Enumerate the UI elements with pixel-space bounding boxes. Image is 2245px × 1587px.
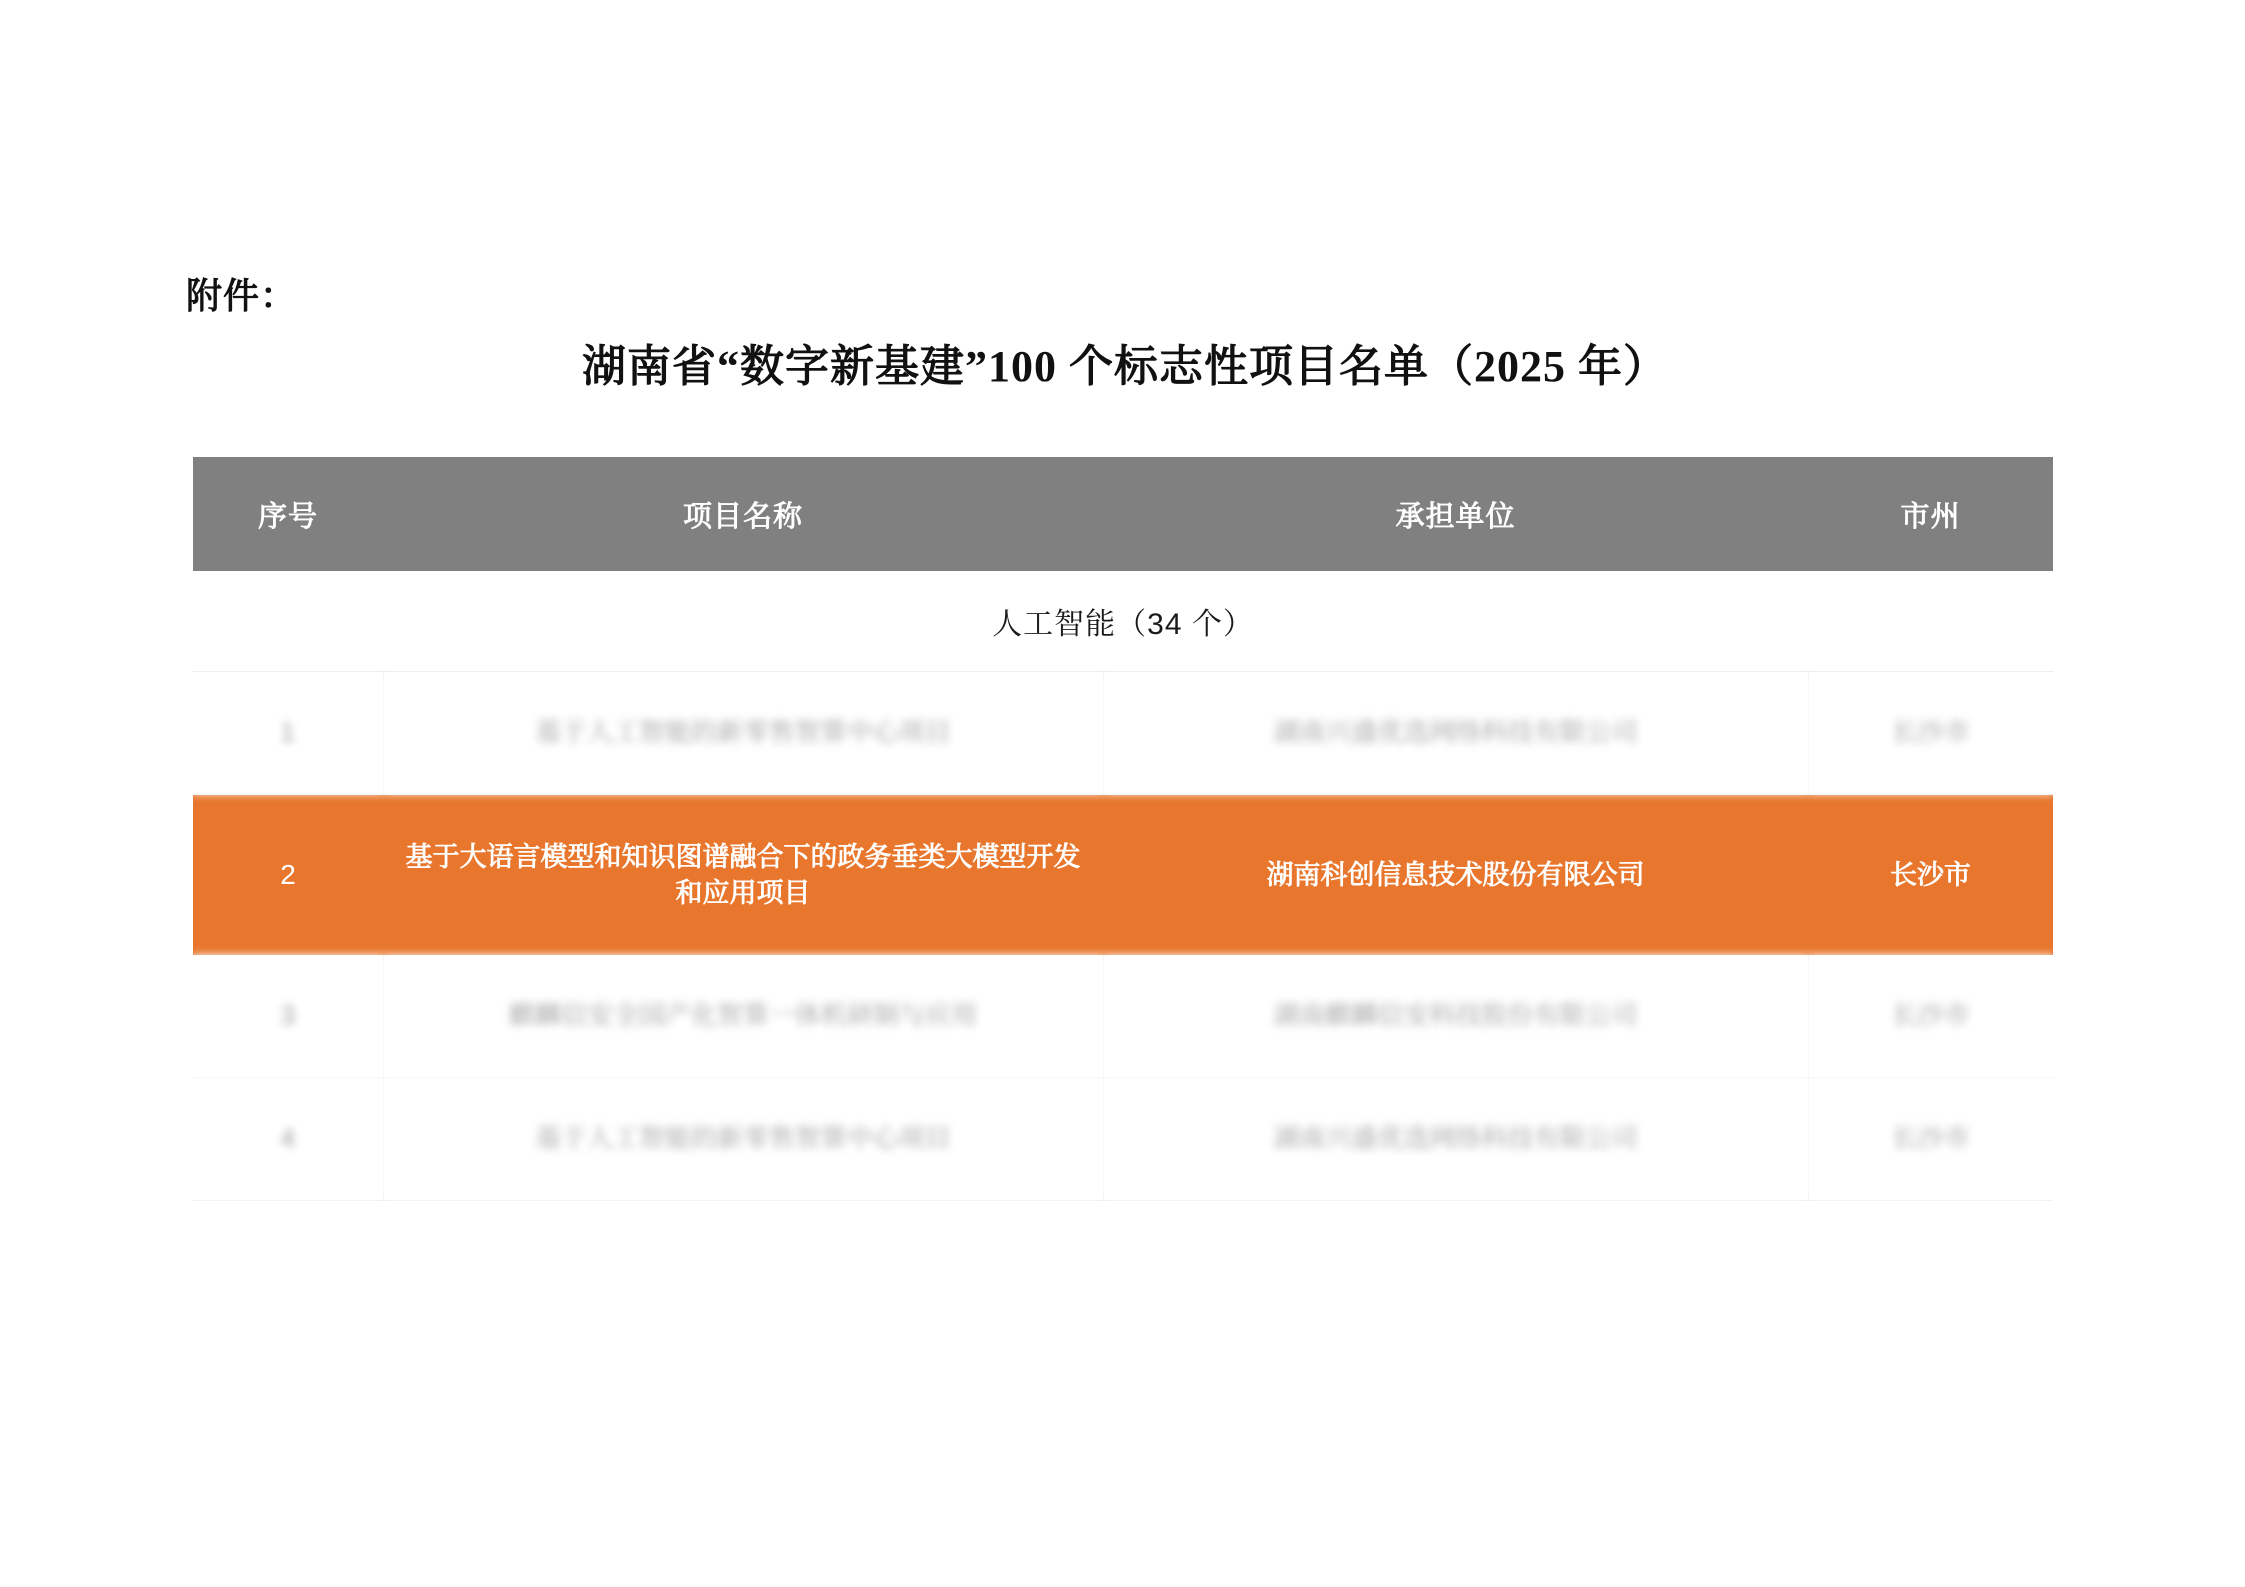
- row-unit: 湖南兴盛优选网络科技有限公司: [1103, 672, 1808, 795]
- project-list-table: [193, 457, 2053, 1201]
- table-row-highlighted: [193, 795, 2053, 956]
- row-city: 长沙市: [1808, 1078, 2053, 1201]
- row-unit: 湖南兴盛优选网络科技有限公司: [1103, 1078, 1808, 1201]
- section-header-row: [193, 571, 2053, 672]
- row-unit: 湖南麒麟信安科技股份有限公司: [1103, 955, 1808, 1078]
- row-city: 长沙市: [1808, 672, 2053, 795]
- table-header: [193, 457, 2053, 571]
- row-unit: 湖南科创信息技术股份有限公司: [1103, 795, 1808, 956]
- row-city: 长沙市: [1808, 795, 2053, 956]
- column-header-index: 序号: [193, 457, 383, 571]
- column-header-city: 市州: [1808, 457, 2053, 571]
- project-list-table-wrapper: [193, 457, 2053, 1201]
- attachment-label: 附件：: [186, 276, 298, 316]
- row-index: 3: [193, 955, 383, 1078]
- table-row: [193, 1078, 2053, 1201]
- table-row: [193, 955, 2053, 1078]
- column-header-project-name: 项目名称: [383, 457, 1103, 571]
- row-index: 1: [193, 672, 383, 795]
- page-title: 湖南省“数字新基建”100 个标志性项目名单（2025 年）: [582, 342, 1668, 391]
- column-header-unit: 承担单位: [1103, 457, 1808, 571]
- row-city: 长沙市: [1808, 955, 2053, 1078]
- row-index: 4: [193, 1078, 383, 1201]
- row-project-name: 麒麟信安全国产化智算一体机研制与应用: [383, 955, 1103, 1078]
- table-row: [193, 672, 2053, 795]
- row-project-name: 基于大语言模型和知识图谱融合下的政务垂类大模型开发和应用项目: [383, 795, 1103, 956]
- row-project-name: 基于人工智能的新零售智算中心项目: [383, 1078, 1103, 1201]
- row-project-name: 基于人工智能的新零售智算中心项目: [383, 672, 1103, 795]
- row-index: 2: [193, 795, 383, 956]
- table-header-row: [193, 457, 2053, 571]
- table-body: [193, 571, 2053, 1201]
- section-title: 人工智能（34 个）: [193, 571, 2053, 672]
